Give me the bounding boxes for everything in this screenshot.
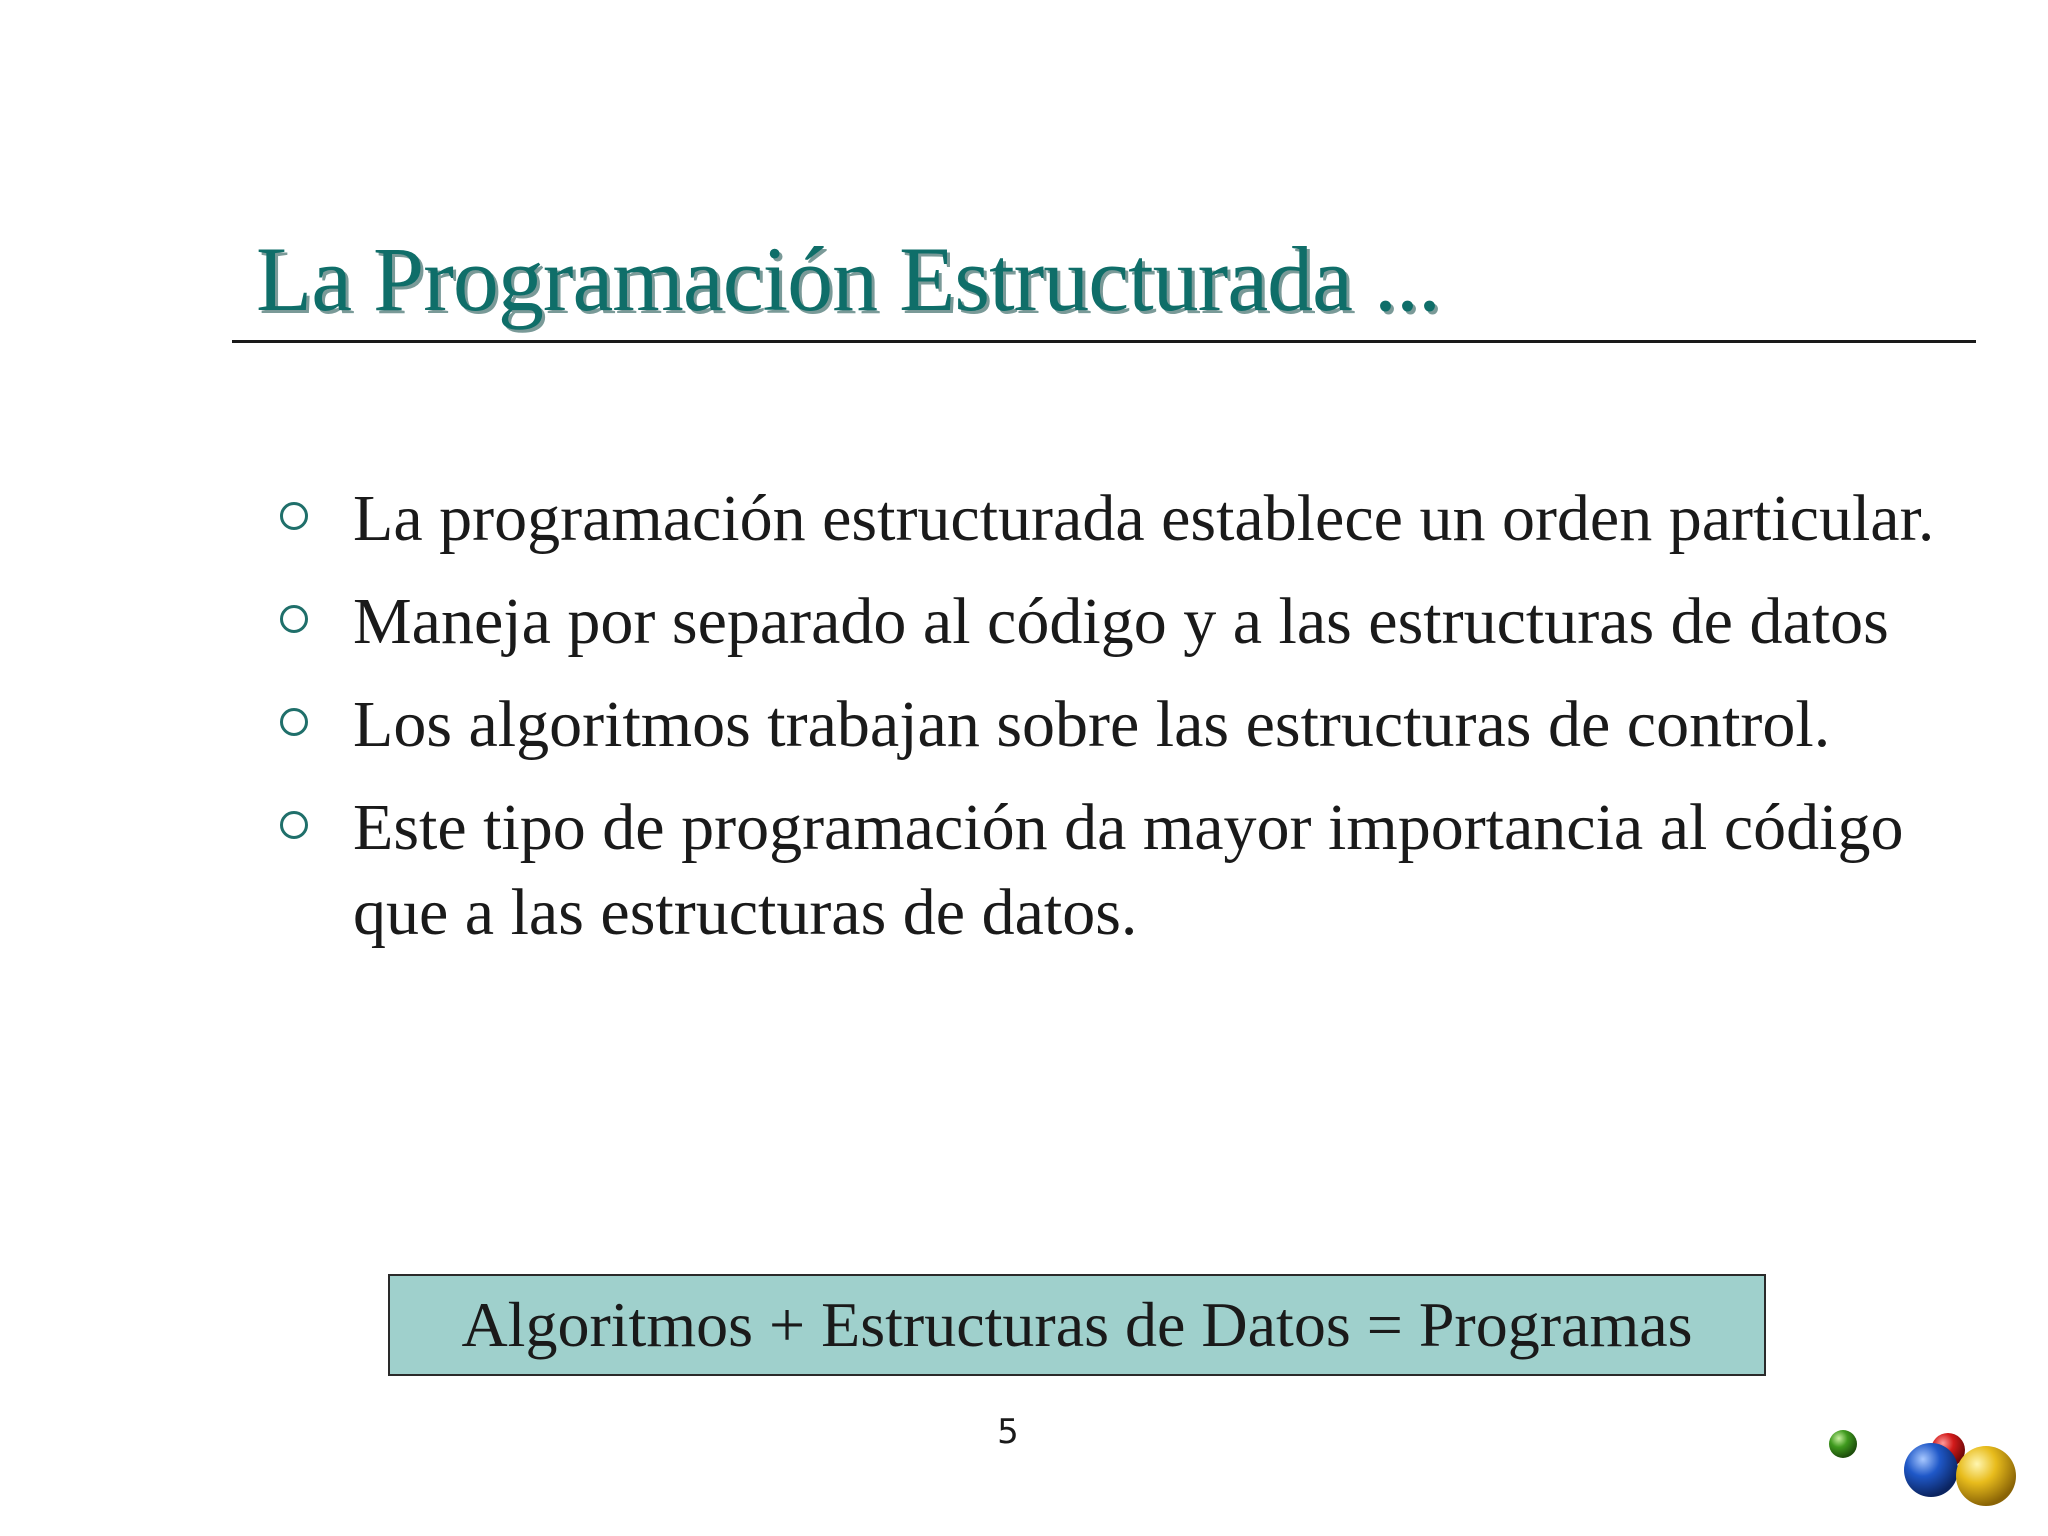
colored-spheres-logo-icon [1818,1420,2018,1520]
formula-box [388,1274,1766,1376]
circle-bullet-icon [280,811,308,839]
bullet-list [280,476,1940,973]
list-item [280,682,1940,767]
circle-bullet-icon [280,708,308,736]
title-divider [232,340,1976,343]
slide-title: La Programación Estructurada ... [256,228,1440,330]
bullet-text: Maneja por separado al código y a las estructuras de datos [353,585,1889,658]
bullet-text: La programación estructurada establece un orden particular. [353,482,1935,555]
formula-text: Algoritmos + Estructuras de Datos = Programas [461,1289,1693,1360]
bullet-text: Este tipo de programación da mayor importancia al código que a las estructuras de datos. [353,791,1904,949]
circle-bullet-icon [280,605,308,633]
bullet-text: Los algoritmos trabajan sobre las estructuras de control. [353,688,1831,761]
page-number: 5 [997,1412,1019,1452]
list-item [280,785,1940,955]
circle-bullet-icon [280,502,308,530]
list-item [280,476,1940,561]
list-item [280,579,1940,664]
